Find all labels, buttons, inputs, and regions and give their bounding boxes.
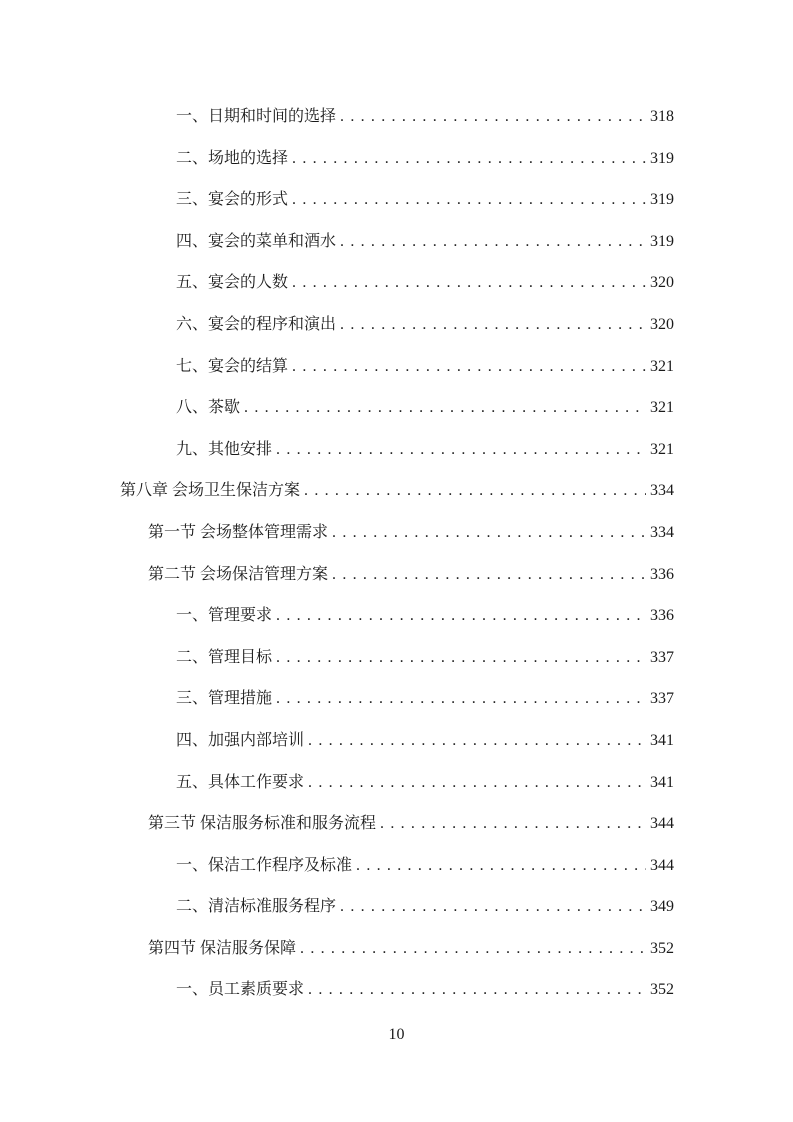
dot-leader: [276, 438, 646, 462]
dot-leader: [304, 479, 646, 503]
toc-entry-page: 321: [650, 357, 674, 375]
toc-entry-page: 319: [650, 191, 674, 209]
dot-leader: [292, 271, 646, 295]
table-of-contents: [0, 105, 793, 1020]
toc-entry[interactable]: [0, 771, 674, 813]
toc-entry-title: 二、场地的选择: [176, 149, 289, 167]
toc-entry-title: 第一节 会场整体管理需求: [148, 523, 329, 541]
toc-entry-title: 四、加强内部培训: [176, 731, 305, 749]
toc-entry-title: 五、具体工作要求: [176, 773, 305, 791]
dot-leader: [340, 895, 646, 919]
toc-entry[interactable]: [0, 355, 674, 397]
dot-leader: [308, 771, 646, 795]
toc-entry-title: 一、管理要求: [176, 607, 273, 625]
toc-entry-page: 320: [650, 274, 674, 292]
toc-entry[interactable]: [0, 563, 674, 605]
toc-entry-title: 第二节 会场保洁管理方案: [148, 565, 329, 583]
toc-entry-title: 四、宴会的菜单和酒水: [176, 232, 337, 250]
dot-leader: [340, 313, 646, 337]
toc-entry-title: 第三节 保洁服务标准和服务流程: [148, 815, 377, 833]
toc-entry-page: 344: [650, 856, 674, 874]
toc-entry[interactable]: [0, 895, 674, 937]
toc-entry-title: 九、其他安排: [176, 440, 273, 458]
toc-entry[interactable]: [0, 646, 674, 688]
toc-entry[interactable]: [0, 978, 674, 1020]
dot-leader: [380, 812, 646, 836]
toc-entry[interactable]: [0, 521, 674, 563]
dot-leader: [276, 604, 646, 628]
toc-entry[interactable]: [0, 396, 674, 438]
toc-entry-title: 七、宴会的结算: [176, 357, 289, 375]
dot-leader: [332, 563, 646, 587]
toc-entry[interactable]: [0, 937, 674, 979]
toc-entry[interactable]: [0, 147, 674, 189]
dot-leader: [292, 355, 646, 379]
dot-leader: [276, 687, 646, 711]
toc-entry-page: 344: [650, 815, 674, 833]
toc-entry[interactable]: [0, 271, 674, 313]
toc-entry-title: 八、茶歇: [176, 399, 241, 417]
dot-leader: [300, 937, 646, 961]
toc-entry-page: 336: [650, 607, 674, 625]
toc-entry-page: 337: [650, 648, 674, 666]
dot-leader: [276, 646, 646, 670]
dot-leader: [308, 978, 646, 1002]
toc-entry-page: 352: [650, 939, 674, 957]
toc-entry-page: 320: [650, 315, 674, 333]
toc-entry-page: 334: [650, 482, 674, 500]
toc-entry-title: 二、管理目标: [176, 648, 273, 666]
toc-entry-page: 341: [650, 773, 674, 791]
dot-leader: [340, 105, 646, 129]
dot-leader: [292, 188, 646, 212]
toc-entry[interactable]: [0, 604, 674, 646]
toc-entry[interactable]: [0, 854, 674, 896]
toc-entry-title: 六、宴会的程序和演出: [176, 315, 337, 333]
toc-entry-title: 二、清洁标准服务程序: [176, 898, 337, 916]
toc-entry[interactable]: [0, 812, 674, 854]
toc-entry[interactable]: [0, 479, 674, 521]
toc-entry-title: 一、保洁工作程序及标准: [176, 856, 353, 874]
dot-leader: [308, 729, 646, 753]
toc-entry-page: 352: [650, 981, 674, 999]
toc-entry-page: 321: [650, 440, 674, 458]
dot-leader: [356, 854, 646, 878]
toc-entry-page: 319: [650, 149, 674, 167]
toc-entry[interactable]: [0, 687, 674, 729]
toc-entry[interactable]: [0, 105, 674, 147]
toc-entry-title: 第四节 保洁服务保障: [148, 939, 297, 957]
toc-entry-title: 第八章 会场卫生保洁方案: [120, 482, 301, 500]
dot-leader: [340, 230, 646, 254]
toc-entry-page: 318: [650, 108, 674, 125]
toc-entry-page: 341: [650, 731, 674, 749]
toc-entry[interactable]: [0, 729, 674, 771]
toc-entry-page: 334: [650, 523, 674, 541]
toc-entry-title: 一、日期和时间的选择: [176, 108, 337, 125]
toc-entry-page: 336: [650, 565, 674, 583]
dot-leader: [332, 521, 646, 545]
toc-entry-page: 337: [650, 690, 674, 708]
toc-entry-title: 一、员工素质要求: [176, 981, 305, 999]
dot-leader: [244, 396, 646, 420]
toc-entry-title: 五、宴会的人数: [176, 274, 289, 292]
toc-entry-page: 349: [650, 898, 674, 916]
toc-entry-page: 319: [650, 232, 674, 250]
toc-entry-title: 三、宴会的形式: [176, 191, 289, 209]
dot-leader: [292, 147, 646, 171]
toc-entry-title: 三、管理措施: [176, 690, 273, 708]
toc-entry[interactable]: [0, 438, 674, 480]
toc-entry[interactable]: [0, 230, 674, 272]
toc-entry-page: 321: [650, 399, 674, 417]
toc-entry[interactable]: [0, 188, 674, 230]
toc-entry[interactable]: [0, 313, 674, 355]
page-number: 10: [388, 1026, 405, 1043]
